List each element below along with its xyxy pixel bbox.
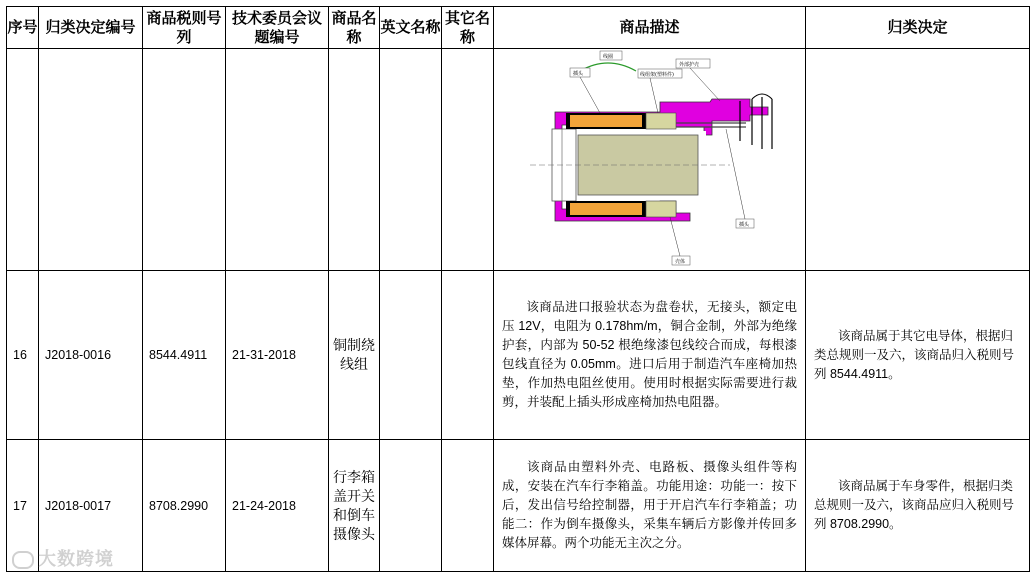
header-decision: 归类决定 [806,7,1030,49]
watermark [12,545,114,571]
cell-seq: 17 [7,440,39,572]
cell-seq: 16 [7,271,39,440]
cell-name: 行李箱盖开关和倒车摄像头 [329,440,380,572]
header-row [7,7,1030,49]
cell-decision-no: J2018-0017 [39,440,143,572]
label-bobbin: 线组架(塑料件) [639,72,674,78]
cell-english [380,440,442,572]
header-tariff: 商品税则号列 [143,7,226,49]
cell-english [380,271,442,440]
watermark-text: 大数跨境 [38,549,114,569]
table-row-diagram [7,49,1030,271]
label-terminal: 插头 [738,222,749,228]
description-text: 该商品由塑料外壳、电路板、摄像头组件等构成，安装在汽车行李箱盖。功能用途：功能一：按下后，发出信号给控制器，用于开启汽车行李箱盖；功能二：作为倒车摄像头，采集车辆后方影像并传回多媒体屏幕。两个功能无主次之分。 [502,460,797,550]
header-other: 其它名称 [442,7,494,49]
label-coil: 线圈 [602,54,613,60]
cell-decision [806,440,1030,572]
watermark-logo-icon [12,551,34,569]
header-english: 英文名称 [380,7,442,49]
header-seq: 序号 [7,7,39,49]
label-housing: 壳体 [674,259,685,265]
cell-other [442,271,494,440]
classification-table [6,6,1030,572]
label-plug: 插头 [572,71,583,77]
decision-text: 该商品属于其它电导体，根据归类总规则一及六，该商品归入税则号列 8544.4911。 [814,328,1015,381]
header-meeting: 技术委员会议题编号 [226,7,329,49]
cell-description [494,271,806,440]
description-text: 该商品进口报验状态为盘卷状，无接头，额定电压 12V，电阻为 0.178hm/m，铜合金制，外部为绝缘护套，内部为 50-52 根绝缘漆包线绞合而成，每根漆包线直径为 0.05mm。进口后用于制造汽车座椅加热垫，作加热电阻丝使用。使用时根据实际需要进行裁剪，并装配上插头形成座椅加热电阻器。 [502,300,797,409]
cell-meeting: 21-31-2018 [226,271,329,440]
header-decision-no: 归类决定编号 [39,7,143,49]
table-row [7,271,1030,440]
cell-meeting: 21-24-2018 [226,440,329,572]
cell-decision-no: J2018-0016 [39,271,143,440]
table-row [7,440,1030,572]
cell-decision [806,271,1030,440]
cell-name: 铜制绕线组 [329,271,380,440]
product-diagram [500,49,800,267]
label-outer-shell: 外部护壳 [678,62,699,68]
header-name: 商品名称 [329,7,380,49]
decision-text: 该商品属于车身零件，根据归类总规则一及六，该商品应归入税则号列 8708.2990。 [814,479,1015,531]
cell-other [442,440,494,572]
header-description: 商品描述 [494,7,806,49]
cell-description [494,440,806,572]
cell-tariff: 8708.2990 [143,440,226,572]
cell-tariff: 8544.4911 [143,271,226,440]
diagram-cell [494,49,806,271]
